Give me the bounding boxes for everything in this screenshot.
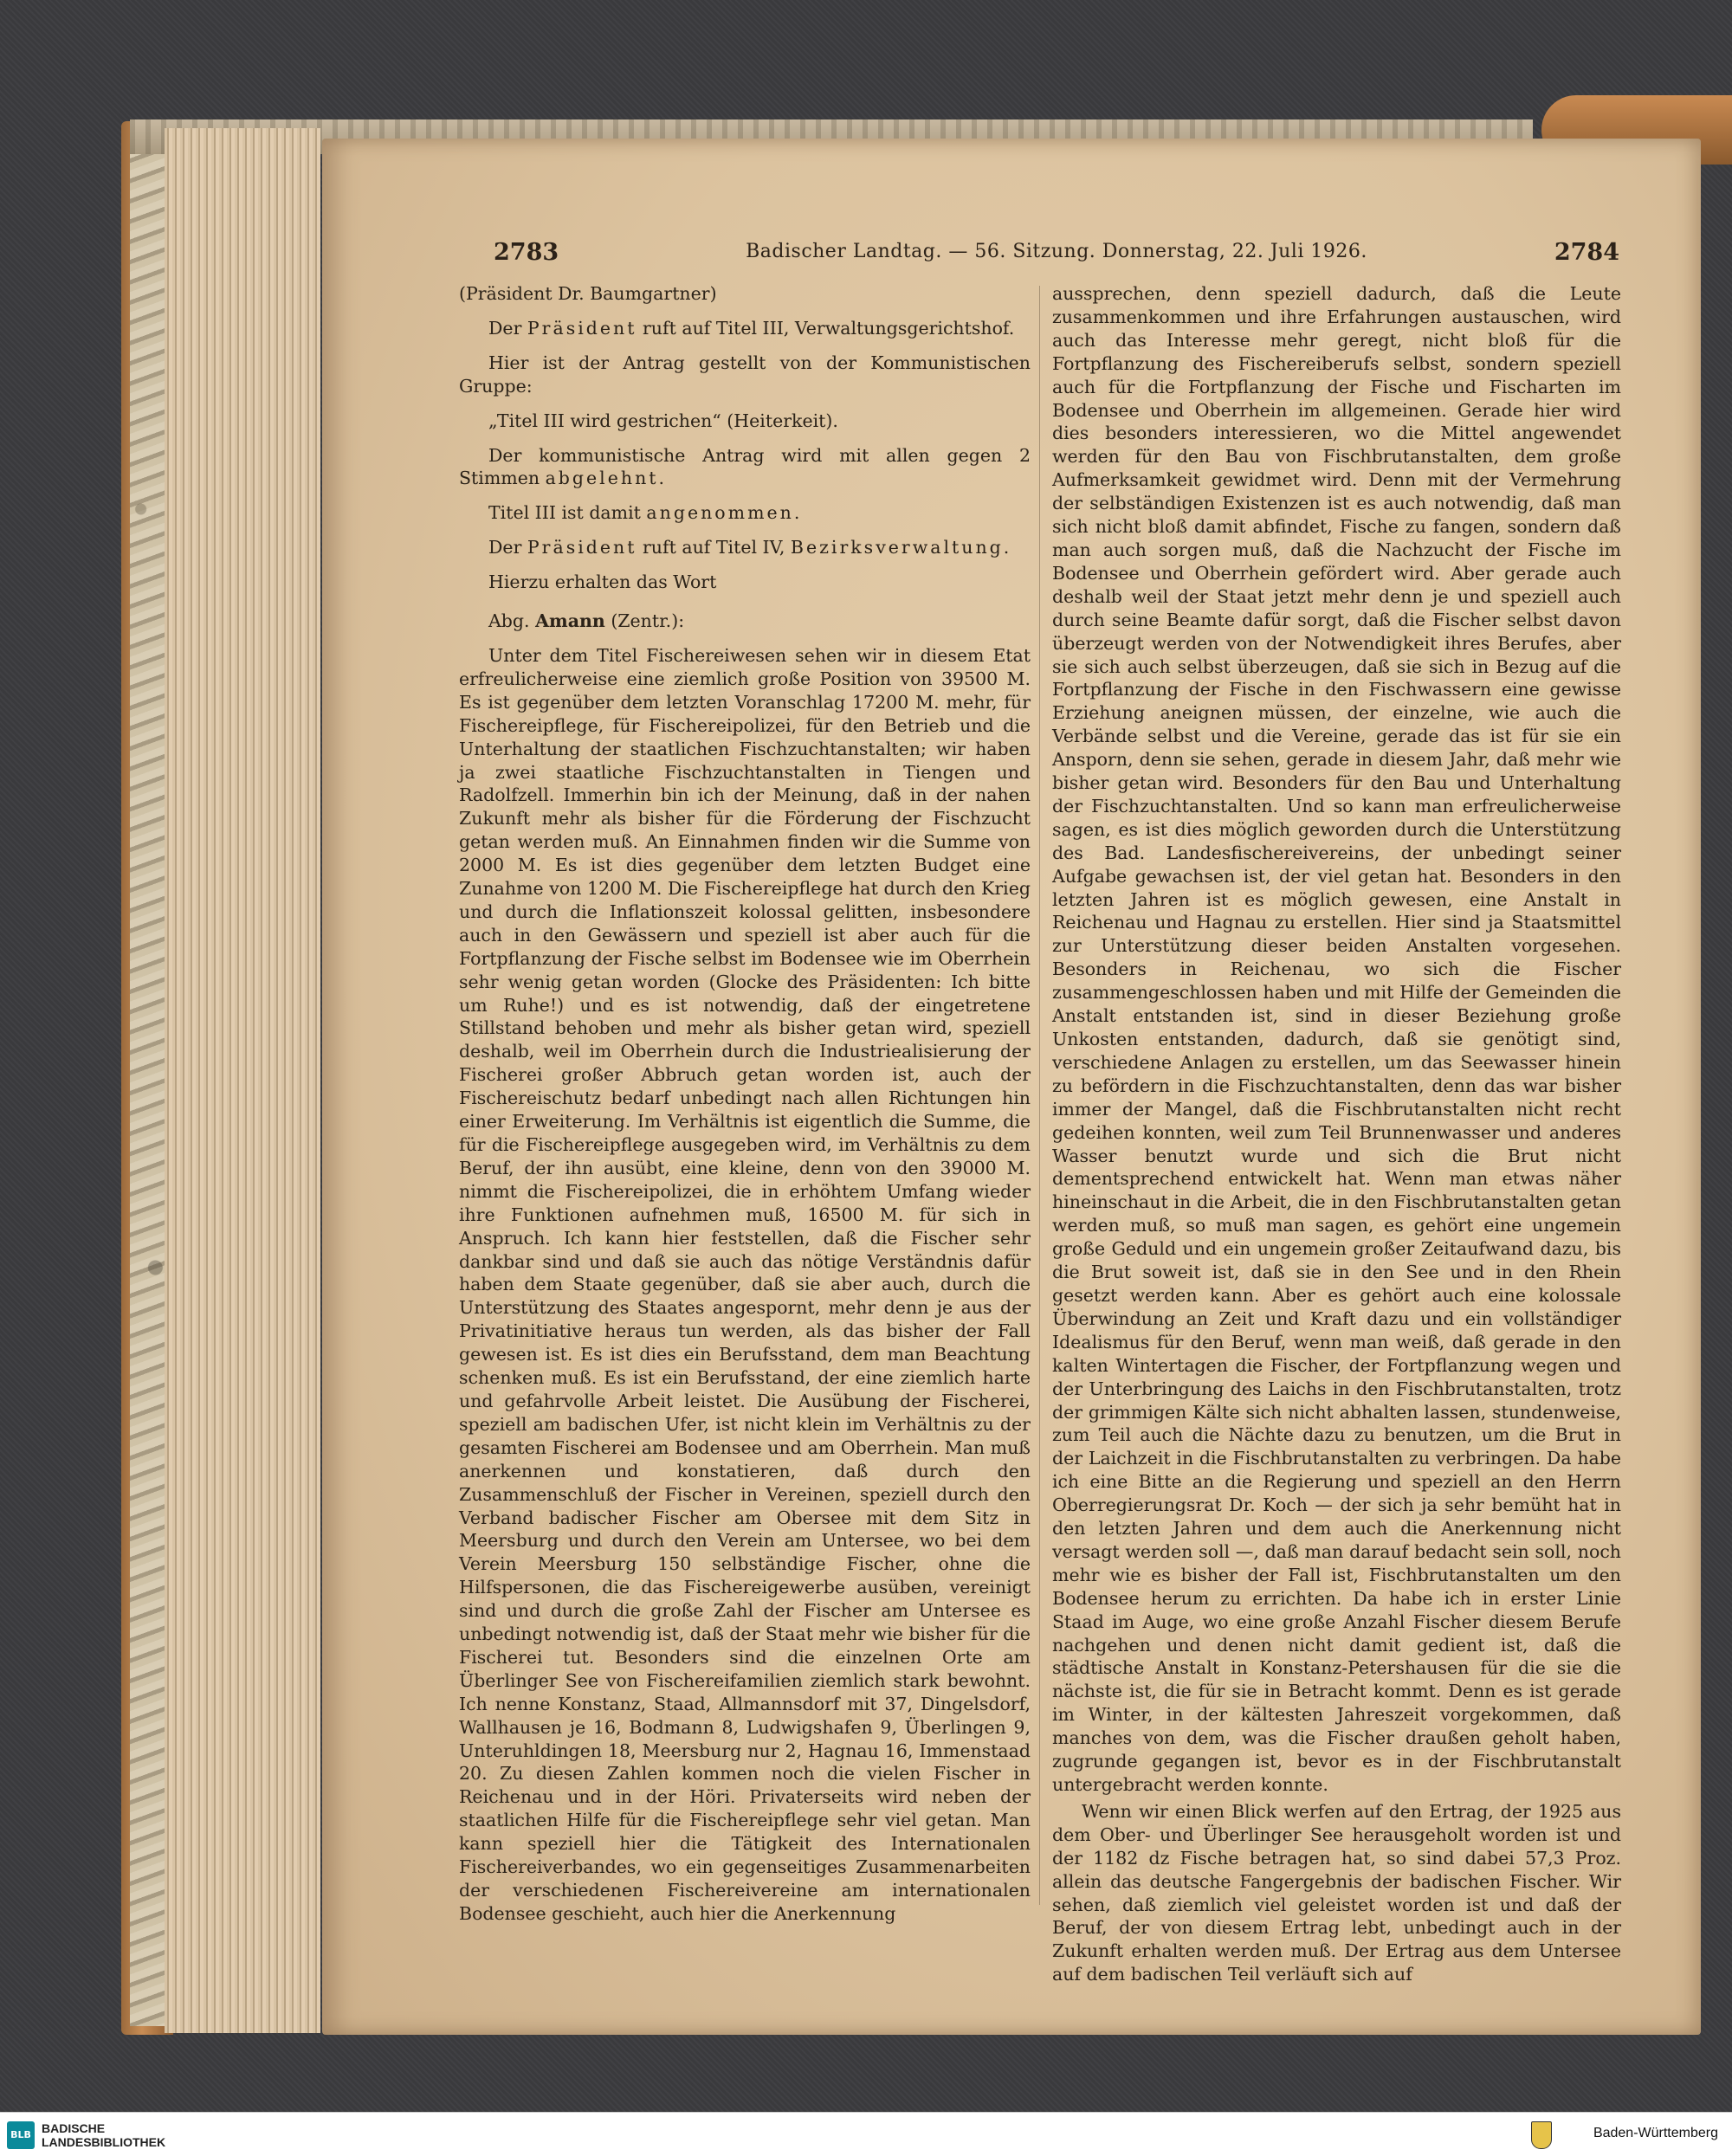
paragraph-speakers-intro: Hierzu erhalten das Wort xyxy=(488,571,717,593)
state-label[interactable]: Baden-Württemberg xyxy=(1593,2126,1718,2140)
speaker-note-text: (Präsident Dr. Baumgartner) xyxy=(459,283,717,304)
paragraph-motion-rejected xyxy=(459,444,1031,491)
text-run: Abg. xyxy=(488,610,536,632)
text-run: Der xyxy=(488,317,527,339)
viewer-footer xyxy=(0,2112,1732,2156)
text-run-spaced: abgelehnt. xyxy=(545,468,668,489)
speaker-heading xyxy=(459,610,1031,633)
state-crest-icon xyxy=(1531,2121,1552,2149)
speech-body-right: aussprechen, denn speziell dadurch, daß die Leute zusammenkommen und ihre Erfahrungen austauschen, wird auch das Interesse mehr geregt, nicht bloß für die Fortpflanzung des Fischereiberufs selbst, sondern speziell auch für die Fortpflanzung der Fische und Fischarten im Bodensee und Oberrhein im allgemeinen. Gerade hier wird dies besonders interessieren, wo die Mittel angewendet werden für den Bau von Fischbrutanstalten, dem große Aufmerksamkeit gewidmet wird. Denn mit der Vermehrung der selbständigen Existenzen ist es auch notwendig, daß man sich nicht bloß damit abfindet, Fische zu fangen, sondern daß man auch sorgen muß, daß die Nachzucht der Fische im Bodensee und Oberrhein gefördert wird. Aber gerade auch deshalb weil der Staat jetzt mehr denn je und speziell auch durch seine Beamte dafür sorgt, daß die Fischer selbst davon überzeugt werden von der Notwendigkeit ihres Berufes, aber sie sich auch selbst überzeugen, daß sie sich in Bezug auf die Fortpflanzung der Fische in den Fischwassern eine gewisse Erziehung aneignen müssen, der einzelne, wie auch die Verbände selbst und die Vereine, gerade das ist für sie ein Ansporn, denn sie sehen, gerade in diesem Jahr, daß mehr wie bisher getan wird. Besonders für den Bau und Unterhaltung der Fischzuchtanstalten. Und so kann man erfreulicherweise sagen, es ist dies möglich geworden durch die Unterstützung des Bad. Landesfischereivereins, der unbedingt seiner Aufgabe gewachsen ist, der viel getan hat. Besonders in den letzten Jahren ist es möglich gewesen, eine Anstalt in Reichenau und Hagnau zu erstellen. Hier sind ja Staatsmittel zur Unterstützung dieser beiden Anstalten vorgesehen. Besonders in Reichenau, wo sich die Fischer zusammengeschlossen haben und mit Hilfe der Gemeinden die Anstalt entstanden ist, sind in dieser Beziehung große Unkosten entstanden, dadurch, daß sie genötigt sind, verschiedene Anlagen zu erstellen, um das Seewasser hinein zu befördern in die Fischzuchtanstalten, denn das war bisher immer der Mangel, daß die Fischbrutanstalten nicht recht gedeihen konnten, weil zum Teil Brunnenwasser und anderes Wasser benutzt wurde und sich die Brut nicht dementsprechend entwickelt hat. Wenn man etwas näher hineinschaut in die Arbeit, die in den Fischbrutanstalten getan werden muß, so muß man sagen, es gehört eine ungemein große Geduld und ein ungemein großer Zeitaufwand dazu, bis die Brut soweit ist, daß sie in den See und in den Rhein gesetzt werden kann. Aber es gehört auch eine kolossale Überwindung an Zeit und Kraft dazu und ein vollständiger Idealismus für den Beruf, wenn man weiß, daß gerade in den kalten Wintertagen die Fischer, der Fortpflanzung wegen und der Unterbringung des Laichs in den Fischbrutanstalten, trotz der grimmigen Kälte sich nicht abhalten lassen, stundenweise, zum Teil auch die Nächte dazu zu benutzen, um die Brut in der Laichzeit in die Fischbrutanstalten zu verbringen. Da habe ich eine Bitte an die Regierung und speziell an den Herrn Oberregierungsrat Dr. Koch — der sich ja sehr bemüht hat in den letzten Jahren und dem auch die Anerkennung nicht versagt werden soll —, daß man darauf bedacht sein soll, noch mehr wie es bisher der Fall ist, Fischbrutanstalten um den Bodensee herum zu errichten. Da habe ich in erster Linie Staad im Auge, wo eine große Anzahl Fischer diesem Berufe nachgehen und denen nicht damit gedient ist, daß die städtische Anstalt in Konstanz-Petershausen für die sie die nächste ist, die für sie in Betracht kommt. Denn es ist gerade im Winter, in der kältesten Jahreszeit vorgekommen, daß manches von dem, was die Fischer draußen geholt haben, zugrunde gegangen ist, bevor es in der Fischbrutanstalt untergebracht werden konnte. xyxy=(1052,283,1621,1795)
paragraph-president-title-iv xyxy=(459,536,1031,559)
page-number-right: 2784 xyxy=(1554,239,1619,266)
text-run-spaced: Bezirksverwaltung. xyxy=(790,537,1012,558)
speaker-note xyxy=(459,282,1031,306)
text-run: Der xyxy=(488,537,527,558)
running-title: Badischer Landtag. — 56. Sitzung. Donnerstag, 22. Juli 1926. xyxy=(746,241,1367,262)
text-run-spaced: Präsident xyxy=(527,537,637,558)
marbled-page-edge xyxy=(130,130,166,2026)
column-divider xyxy=(1039,286,1040,1905)
library-name-line1: BADISCHE xyxy=(42,2121,106,2135)
text-run: ruft auf Titel IV, xyxy=(637,537,791,558)
speech-body-right-continued: Wenn wir einen Blick werfen auf den Ertrag, der 1925 aus dem Ober- und Überlinger See herausgeholt worden ist und der 1182 dz Fische betragen hat, so sind dabei 57,3 Proz. allein das deutsche Fangergebnis der badischen Fischer. Wir sehen, daß ziemlich viel geleistet worden ist und daß der Beruf, der von diesem Ertrag lebt, unbedingt auch in der Zukunft erhalten werden muß. Der Ertrag aus dem Untersee auf dem badischen Teil verläuft sich auf xyxy=(1052,1800,1621,1985)
paragraph-motion: Hier ist der Antrag gestellt von der Kommunistischen Gruppe: xyxy=(459,352,1031,397)
text-run: Titel III ist damit xyxy=(488,502,647,524)
speaker-name: Amann xyxy=(535,610,605,632)
text-run-spaced: angenommen. xyxy=(646,502,803,524)
left-column xyxy=(459,282,1031,1926)
paragraph-motion-text: „Titel III wird gestrichen“ (Heiterkeit). xyxy=(488,410,838,431)
page-header xyxy=(494,239,1619,274)
paragraph-president-title-iii xyxy=(459,317,1031,340)
library-name-line2: LANDESBIBLIOTHEK xyxy=(42,2135,166,2149)
speech-body-left: Unter dem Titel Fischereiwesen sehen wir in diesem Etat erfreulicherweise eine ziemlich große Position von 39500 M. Es ist gegenüber dem letzten Voranschlag 17200 M. mehr, für Fischereipflege, für Fischereipolizei, für den Betrieb und die Unterhaltung der staatlichen Fischzuchtanstalten; wir haben ja zwei staatliche Fischzuchtanstalten in Tiengen und Radolfzell. Immerhin bin ich der Meinung, daß in der nahen Zukunft mehr als bisher für die Förderung der Fischzucht getan werden muß. An Einnahmen finden wir die Summe von 2000 M. Es ist dies gegenüber dem letzten Budget eine Zunahme von 1200 M. Die Fischereipflege hat durch den Krieg und durch die Inflationszeit kolossal gelitten, insbesondere auch in den Gewässern und speziell ist aber auch für die Fortpflanzung der Fische selbst im Bodensee wie im Oberrhein sehr wenig getan worden (Glocke des Präsidenten: Ich bitte um Ruhe!) und es ist notwendig, daß der eingetretene Stillstand behoben und mehr als bisher getan wird, speziell deshalb, weil im Oberrhein durch die Industriealisierung der Fischerei großer Abbruch getan worden ist, auch der Fischereischutz bedarf unbedingt nach allen Richtungen hin einer Erweiterung. Im Verhältnis ist eigentlich die Summe, die für die Fischereipflege ausgegeben wird, im Verhältnis zu dem Beruf, der ihn ausübt, eine kleine, denn von den 39000 M. nimmt die Fischereipolizei, die in erhöhtem Umfang wieder ihre Funktionen aufnehmen muß, 16500 M. für sich in Anspruch. Ich kann hier feststellen, daß die Fischer sehr dankbar sind und daß sie auch das nötige Verständnis dafür haben dem Staate gegenüber, daß sie aber auch, durch die Unterstützung des Staates angespornt, mehr denn je aus der Privatinitiative heraus tun werden, als das bisher der Fall gewesen ist. Es ist dies ein Berufsstand, dem man Beachtung schenken muß. Es ist ein Berufsstand, der eine ziemlich harte und gefahrvolle Arbeit leistet. Die Ausübung der Fischerei, speziell am badischen Ufer, ist nicht klein im Verhältnis zu der gesamten Fischerei am Bodensee und am Oberrhein. Man muß anerkennen und konstatieren, daß durch den Zusammenschluß der Fischer in Vereinen, speziell durch den Verband badischer Fischer am Obersee mit dem Sitz in Meersburg und durch den Verein am Untersee, wo bei dem Verein Meersburg 150 selbständige Fischer, ohne die Hilfspersonen, die das Fischereigewerbe ausüben, vereinigt sind und durch die große Zahl der Fischer am Untersee es unbedingt notwendig ist, daß der Staat mehr wie bisher für die Fischerei tut. Besonders sind die einzelnen Orte am Überlinger See von Fischereifamilien ziemlich stark bewohnt. Ich nenne Konstanz, Staad, Allmannsdorf mit 37, Dingelsdorf, Wallhausen je 16, Bodmann 8, Ludwigshafen 9, Überlingen 9, Unteruhldingen 18, Meersburg nur 2, Hagnau 16, Immenstaad 20. Zu diesen Zahlen kommen noch die vielen Fischer in Reichenau und in der Höri. Privaterseits wird neben der staatlichen Hilfe für die Fischereipflege sehr viel getan. Man kann speziell hier die Tätigkeit des Internationalen Fischereiverbandes, wo ein gegenseitiges Zusammenarbeiten der verschiedenen Fischereivereine am internationalen Bodensee geschieht, auch hier die Anerkennung xyxy=(459,644,1031,1924)
text-run-spaced: Präsident xyxy=(527,317,637,339)
text-run: Der kommunistische Antrag wird mit allen gegen 2 Stimmen xyxy=(459,444,1031,489)
page-stack-edge xyxy=(165,128,320,2033)
blb-logo[interactable]: BLB xyxy=(7,2121,35,2149)
library-name[interactable] xyxy=(42,2121,165,2149)
text-run: (Zentr.): xyxy=(604,610,685,632)
right-column xyxy=(1052,282,1621,1986)
paragraph-title-accepted xyxy=(459,501,1031,525)
text-run: ruft auf Titel III, Verwaltungsgerichtshof. xyxy=(637,317,1015,339)
page-number-left: 2783 xyxy=(494,239,559,266)
